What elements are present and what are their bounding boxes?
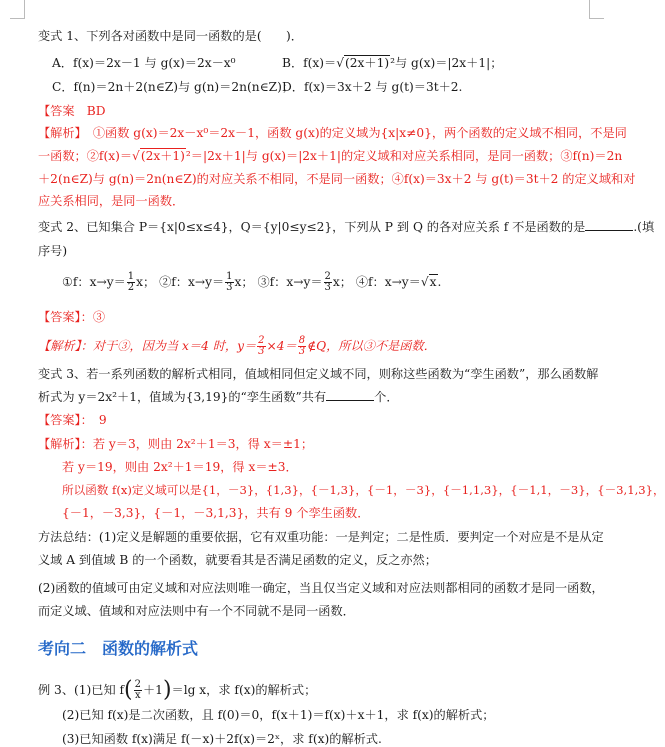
answer-blank — [326, 389, 374, 401]
variant1-analysis-line4: 应关系相同，是同一函数． — [38, 194, 185, 208]
variant1-analysis-line2: 一函数；②f(x)＝√(2x＋1)²＝|2x＋1|与 g(x)＝|2x＋1|的定义域和对应关系相同，是同一函数；③f(n)＝2n — [38, 149, 623, 163]
variant3-question-line1: 变式 3、若一系列函数的解析式相同，值域相同但定义域不同，则称这些函数为“孪生函数”，那么函数解 — [38, 367, 599, 381]
variant2-answer: 【答案】：③ — [38, 310, 106, 324]
variant2-question-line1: 变式 2、已知集合 P＝{x|0≤x≤4}，Q＝{y|0≤y≤2}，下列从 P 到 Q 的各对应关系 f 不是函数的是 .(填 — [38, 220, 655, 234]
method-summary-line2: 义域 A 到值域 B 的一个函数，就要看其是否满足函数的定义，反之亦然； — [38, 553, 437, 567]
variant1-analysis-line3: ＋2(n∈Z)与 g(n)＝2n(n∈Z)的对应关系不相同，不是同一函数；④f(x)＝3x＋2 与 g(t)＝3t＋2 的定义域和对 — [38, 172, 636, 186]
example3-part2: (2)已知 f(x)是二次函数，且 f(0)＝0，f(x＋1)＝f(x)＋x＋1，求 f(x)的解析式； — [62, 708, 495, 722]
section-heading: 考向二 函数的解析式 — [38, 639, 199, 658]
variant2-options: ①f：x→y＝ $\frac{1}{2}$ x； ②f：x→y＝ $\frac{1}{3}$ x； ③f：x→y＝ $\frac{2}{3}$ x； ④f：x→y＝√x. — [62, 271, 442, 293]
variant1-option-d: D．f(x)＝3x＋2 与 g(t)＝3t＋2. — [282, 80, 463, 94]
variant3-answer: 【答案】： 9 — [38, 413, 107, 427]
variant1-answer: 【答案 BD — [38, 104, 106, 118]
variant1-option-b: B．f(x)＝√(2x＋1)²与 g(x)＝|2x＋1|； — [282, 56, 503, 70]
variant2-question-line2: 序号) — [38, 244, 68, 258]
method-summary-line4: 而定义域、值域和对应法则中有一个不同就不是同一函数． — [38, 604, 355, 618]
variant1-option-a: A．f(x)＝2x－1 与 g(x)＝2x－x⁰ — [52, 56, 236, 70]
variant1-option-c: C．f(n)＝2n＋2(n∈Z)与 g(n)＝2n(n∈Z)； — [52, 80, 295, 94]
variant3-analysis-line1: 【解析】：若 y＝3，则由 2x²＋1＝3，得 x＝±1； — [38, 437, 314, 451]
variant3-analysis-line4: {－1，－3,3}，{－1，－3,1,3}，共有 9 个孪生函数． — [62, 506, 370, 520]
variant1-analysis-line1: 【解析】 ①函数 g(x)＝2x－x⁰＝2x－1，函数 g(x)的定义域为{x|x≠0}，两个函数的定义域不相同，不是同 — [38, 126, 627, 140]
variant3-analysis-line2: 若 y＝19，则由 2x²＋1＝19，得 x＝±3． — [62, 460, 298, 474]
example3-part3: (3)已知函数 f(x)满足 f(－x)＋2f(x)＝2ˣ，求 f(x)的解析式. — [62, 732, 382, 746]
variant3-question-line2: 析式为 y＝2x²＋1，值域为{3,19}的“孪生函数”共有 个． — [38, 390, 399, 404]
variant2-analysis: 【解析】：对于③，因为当 x＝4 时，y＝ $\frac{2}{3}$ ×4＝ $\frac{8}{3}$ ∉Q，所以③不是函数． — [38, 335, 436, 357]
variant1-question: 变式 1、下列各对函数中是同一函数的是( )． — [38, 29, 303, 43]
crop-mark-right — [589, 0, 604, 19]
method-summary-line1: 方法总结：(1)定义是解题的重要依据，它有双重功能：一是判定；二是性质．要判定一个对应是不是从定 — [38, 530, 604, 544]
crop-mark-left — [10, 0, 25, 19]
variant3-analysis-line3: 所以函数 f(x)定义域可以是{1，－3}，{1,3}，{－1,3}，{－1，－3}，{－1,1,3}，{－1,1，－3}，{－3,1,3}， — [62, 483, 665, 497]
method-summary-line3: (2)函数的值域可由定义域和对应法则唯一确定，当且仅当定义域和对应法则都相同的函数才是同一函数， — [38, 581, 604, 595]
example3-part1: 例 3、(1)已知 f( $\frac{2}{x}$ ＋1)＝lg x，求 f(x)的解析式； — [38, 677, 317, 703]
answer-blank — [585, 219, 633, 231]
